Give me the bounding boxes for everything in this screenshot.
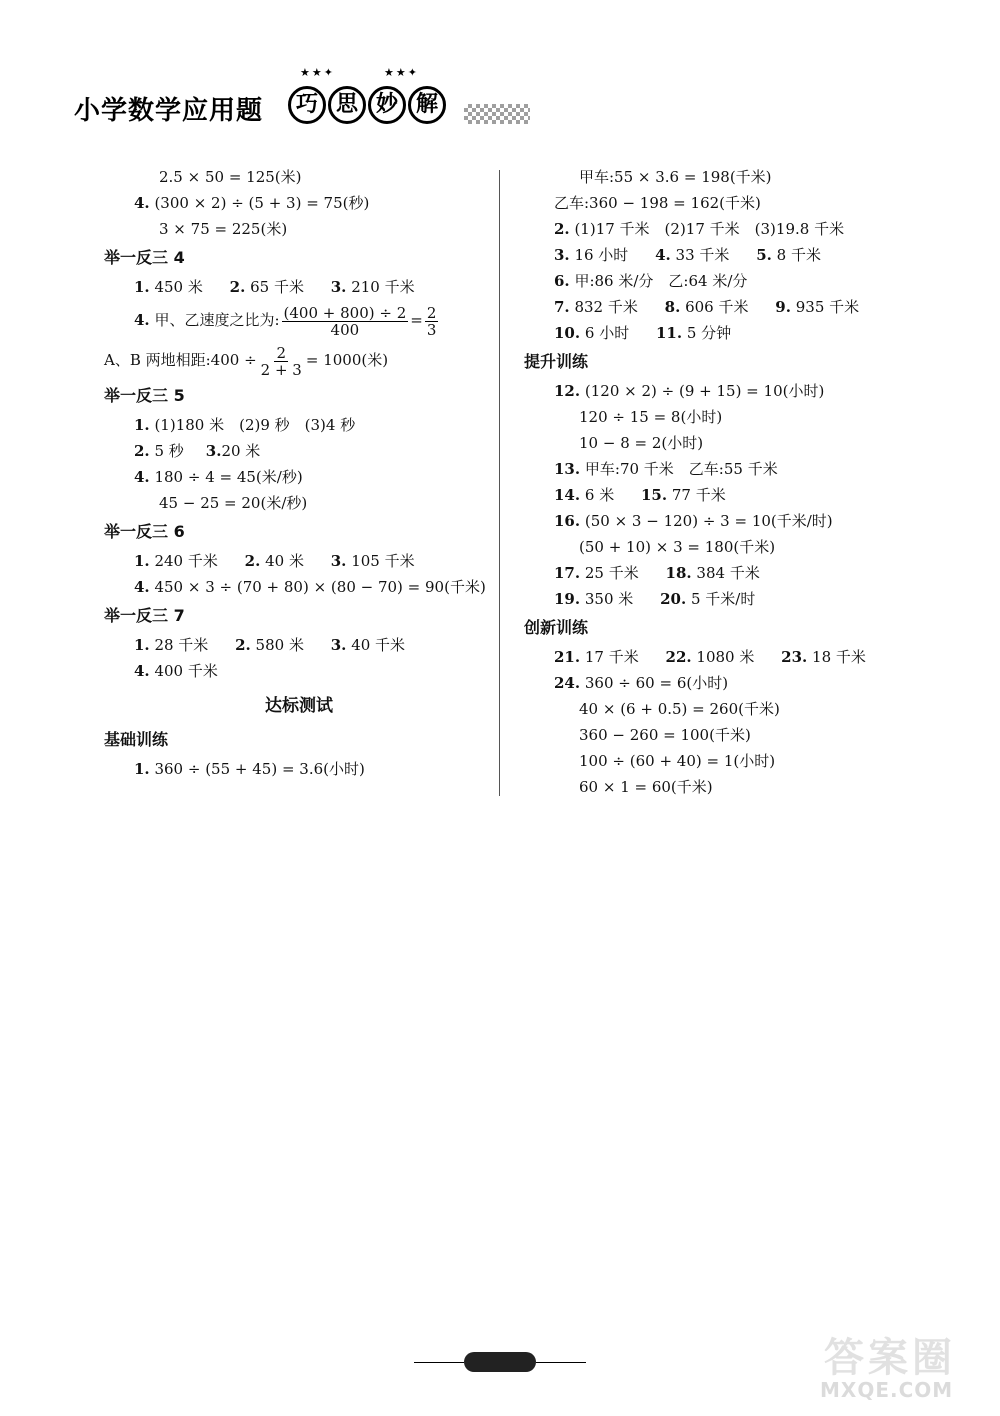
answer-line: 4. 甲、乙速度之比为: $\frac{(400 + 800) \div 2}{400}$ = $\frac{2}{3}$ (134, 303, 437, 339)
answer-line: 2. (1)17 千米 (2)17 千米 (3)19.8 千米 (554, 220, 845, 238)
answer-line: 14. 6 米 15. 77 千米 (554, 486, 726, 504)
answer-line: 1. (1)180 米 (2)9 秒 (3)4 秒 (134, 416, 356, 434)
answer-line: 6. 甲:86 米/分 乙:64 米/分 (554, 272, 748, 290)
answer-line: 3 × 75 = 225(米) (159, 220, 288, 238)
answer-line: 2. 5 秒 3.20 米 (134, 442, 261, 460)
answer-line: 21. 17 千米 22. 1080 米 23. 18 千米 (554, 648, 866, 666)
answer-line: 360 − 260 = 100(千米) (579, 726, 751, 744)
answer-line: 40 × (6 + 0.5) = 260(千米) (579, 700, 780, 718)
answer-line: 1. 360 ÷ (55 + 45) = 3.6(小时) (134, 760, 365, 778)
fraction: $\frac{2}{3}$ (426, 303, 437, 339)
page-number-badge (464, 1352, 536, 1372)
answer-line: 19. 350 米 20. 5 千米/时 (554, 590, 756, 608)
test-title: 达标测试 (265, 696, 333, 716)
section-heading: 创新训练 (524, 618, 589, 637)
answer-line: 甲车:55 × 3.6 = 198(千米) (579, 168, 772, 186)
title-bubbles (288, 86, 446, 124)
answer-line: 4. 180 ÷ 4 = 45(米/秒) (134, 468, 303, 486)
answer-line: 4. 450 × 3 ÷ (70 + 80) × (80 − 70) = 90(千米) (134, 578, 486, 596)
answer-line: 100 ÷ (60 + 40) = 1(小时) (579, 752, 776, 770)
answer-line: 4. (300 × 2) ÷ (5 + 3) = 75(秒) (134, 194, 370, 212)
section-heading: 提升训练 (524, 352, 589, 371)
answer-line: A、B 两地相距:400 ÷ $\frac{2}{2 + 3}$ = 1000(米) (104, 343, 389, 379)
title-bubble: 思 (328, 86, 366, 124)
watermark-url: MXQE.COM (820, 1378, 954, 1402)
answer-line: 13. 甲车:70 千米 乙车:55 千米 (554, 460, 778, 478)
fraction: $\frac{(400 + 800) \div 2}{400}$ (283, 303, 407, 339)
title-bubble: 巧 (288, 86, 326, 124)
page-header (74, 62, 544, 132)
answer-line: 1. 450 米 2. 65 千米 3. 210 千米 (134, 278, 415, 296)
footer-rule (536, 1362, 586, 1363)
answer-line: 120 ÷ 15 = 8(小时) (579, 408, 723, 426)
answer-line: 3. 16 小时 4. 33 千米 5. 8 千米 (554, 246, 821, 264)
book-title: 小学数学应用题 (74, 96, 264, 126)
section-heading: 基础训练 (104, 730, 169, 749)
star-decoration-icon: ★★✦ (300, 66, 335, 79)
answer-line: 1. 240 千米 2. 40 米 3. 105 千米 (134, 552, 415, 570)
star-decoration-icon: ★★✦ (384, 66, 419, 79)
answer-line: 12. (120 × 2) ÷ (9 + 15) = 10(小时) (554, 382, 825, 400)
title-bubble: 妙 (368, 86, 406, 124)
watermark-logo: 答案圈 (824, 1335, 956, 1381)
column-divider (499, 170, 500, 796)
section-heading: 举一反三 5 (104, 386, 185, 405)
answer-line: 乙车:360 − 198 = 162(千米) (554, 194, 761, 212)
answer-line: 2.5 × 50 = 125(米) (159, 168, 302, 186)
left-column (104, 164, 494, 782)
right-column (524, 164, 924, 800)
footer-rule (414, 1362, 464, 1363)
answer-line: 45 − 25 = 20(米/秒) (159, 494, 308, 512)
section-heading: 举一反三 7 (104, 606, 185, 625)
section-heading: 举一反三 4 (104, 248, 185, 267)
answer-line: 10. 6 小时 11. 5 分钟 (554, 324, 732, 342)
checker-decoration (464, 104, 530, 124)
answer-line: 24. 360 ÷ 60 = 6(小时) (554, 674, 729, 692)
answer-line: 17. 25 千米 18. 384 千米 (554, 564, 760, 582)
answer-line: 1. 28 千米 2. 580 米 3. 40 千米 (134, 636, 406, 654)
answer-line: 7. 832 千米 8. 606 千米 9. 935 千米 (554, 298, 860, 316)
title-bubble: 解 (408, 86, 446, 124)
watermark (820, 1326, 990, 1406)
answer-line: 60 × 1 = 60(千米) (579, 778, 713, 796)
answer-line: 16. (50 × 3 − 120) ÷ 3 = 10(千米/时) (554, 512, 833, 530)
section-heading: 举一反三 6 (104, 522, 185, 541)
fraction: $\frac{2}{2 + 3}$ (260, 343, 302, 379)
answer-line: 10 − 8 = 2(小时) (579, 434, 704, 452)
answer-line: 4. 400 千米 (134, 662, 218, 680)
answer-line: (50 + 10) × 3 = 180(千米) (579, 538, 776, 556)
